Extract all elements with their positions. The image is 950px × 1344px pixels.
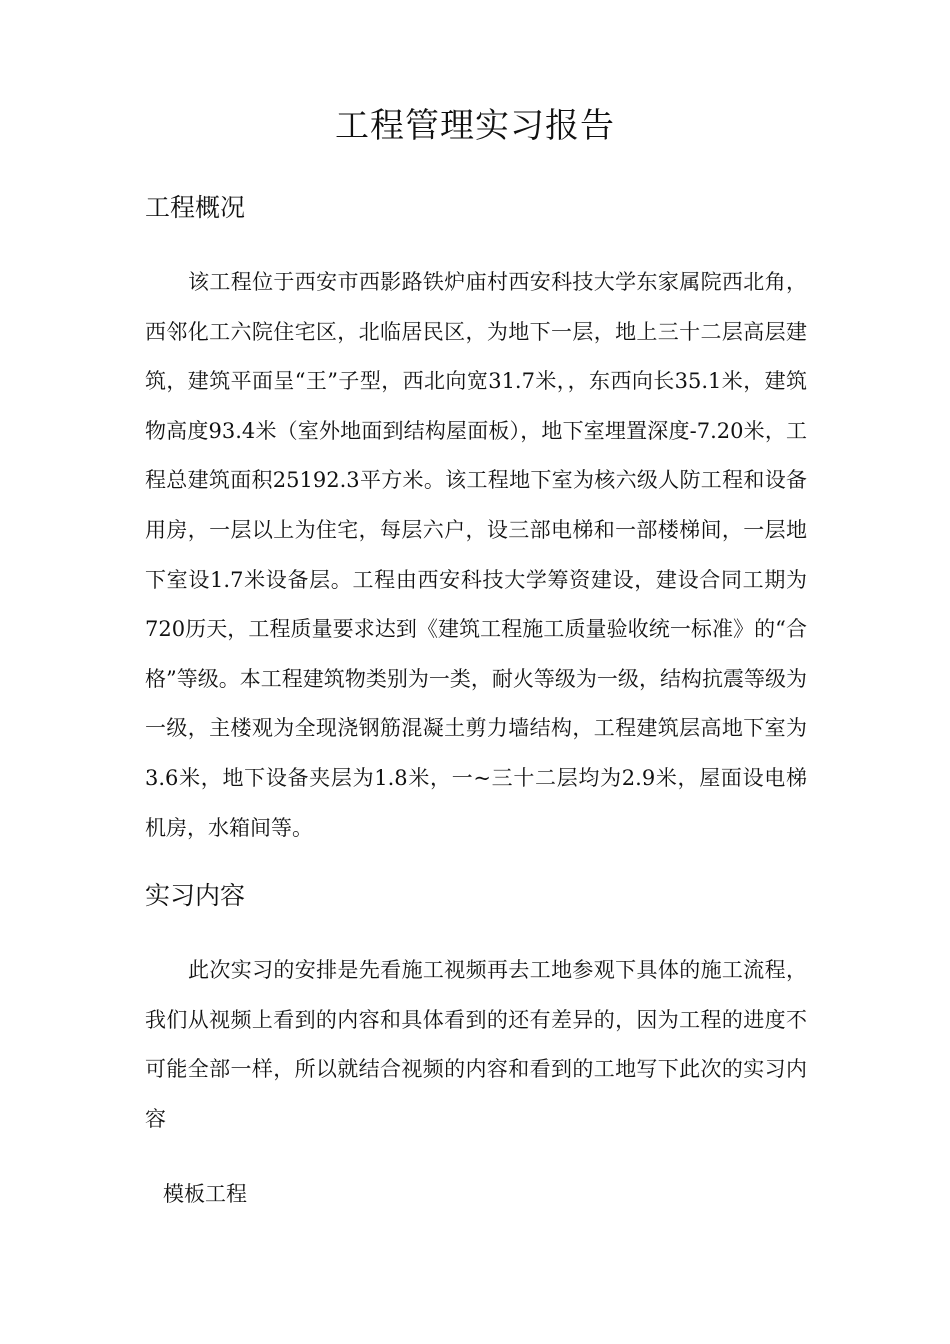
section-heading-overview: 工程概况 bbox=[145, 193, 246, 222]
document-title: 工程管理实习报告 bbox=[335, 106, 615, 146]
overview-paragraph: 该工程位于西安市西影路铁炉庙村西安科技大学东家属院西北角，西邻化工六院住宅区，北临居民区，为地下一层，地上三十二层高层建筑，建筑平面呈“王”子型，西北向宽31.7米，，东西向长35.1米，建筑物高度93.4米（室外地面到结构屋面板），地下室埋置深度-7.20米，工程总建筑面积25192.3平方米。该工程地下室为核六级人防工程和设备用房，一层以上为住宅，每层六户，设三部电梯和一部楼梯间，一层地下室设1.7米设备层。工程由西安科技大学筹资建设，建设合同工期为720历天，工程质量要求达到《建筑工程施工质量验收统一标准》的“合格”等级。本工程建筑物类别为一类，耐火等级为一级，结构抗震等级为一级，主楼观为全现浇钢筋混凝土剪力墙结构，工程建筑层高地下室为3.6米，地下设备夹层为1.8米，一~三十二层均为2.9米，屋面设电梯机房，水箱间等。 bbox=[145, 270, 807, 840]
subheading-formwork: 模板工程 bbox=[163, 1182, 247, 1206]
section-heading-internship-content: 实习内容 bbox=[145, 881, 246, 910]
internship-content-paragraph: 此次实习的安排是先看施工视频再去工地参观下具体的施工流程，我们从视频上看到的内容和具体看到的还有差异的，因为工程的进度不可能全部一样，所以就结合视频的内容和看到的工地写下此次的实习内容 bbox=[145, 958, 807, 1131]
